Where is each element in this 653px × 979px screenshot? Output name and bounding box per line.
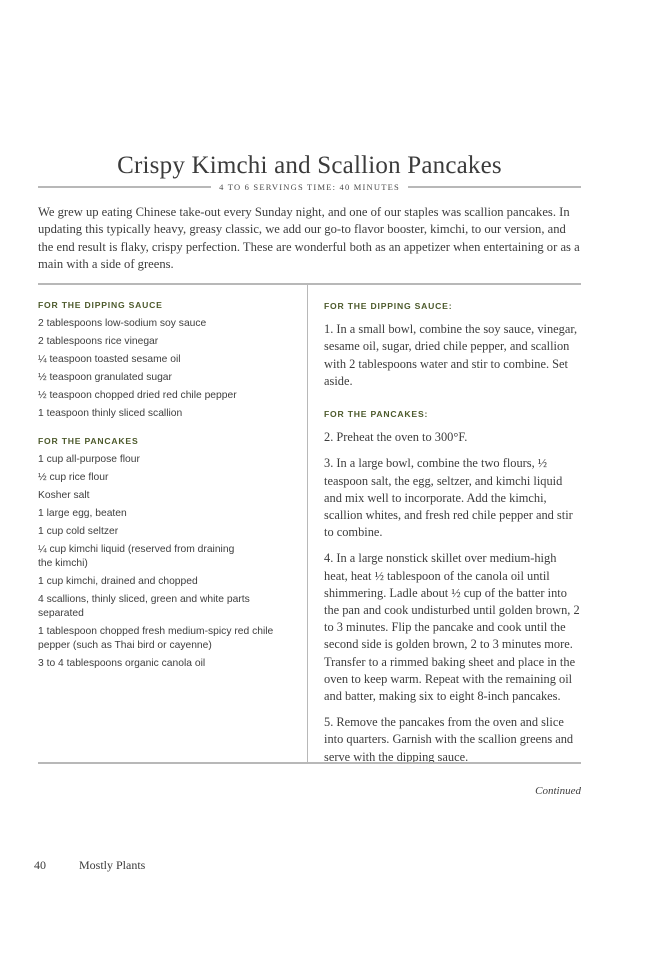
method-column xyxy=(324,298,582,775)
continued-note: Continued xyxy=(535,785,581,797)
pancake-method-heading: FOR THE PANCAKES: xyxy=(324,409,429,420)
ingredients-column xyxy=(38,298,300,675)
ingredient-item: ½ teaspoon granulated sugar xyxy=(38,372,172,383)
book-title: Mostly Plants xyxy=(79,858,146,872)
ingredient-item: 1 large egg, beaten xyxy=(38,508,127,519)
ingredient-item: ¼ teaspoon toasted sesame oil xyxy=(38,354,181,365)
ingredient-item: 1 cup kimchi, drained and chopped xyxy=(38,576,198,587)
ingredient-item: 1 tablespoon chopped fresh medium-spicy red chile pepper (such as Thai bird or cayenne) xyxy=(38,626,274,651)
servings-time: 4 TO 6 SERVINGS TIME: 40 MINUTES xyxy=(219,182,400,192)
ingredient-item: ½ teaspoon chopped dried red chile pepper xyxy=(38,390,237,401)
ingredient-item: 1 cup cold seltzer xyxy=(38,526,119,537)
page-number: 40 xyxy=(34,858,46,872)
method-step: 5. Remove the pancakes from the oven and slice into quarters. Garnish with the scallion greens and serve with the dipping sauce. xyxy=(324,715,574,764)
recipe-intro: We grew up eating Chinese take-out every Sunday night, and one of our staples was scallion pancakes. In updating this typically heavy, greasy classic, we add our go-to flavor booster, kimchi, to our version, and the end result is flaky, crispy perfection. These are wonderful both as an appetizer when entertaining or as a main with a side of greens. xyxy=(38,205,580,271)
pancake-ingredients-heading: FOR THE PANCAKES xyxy=(38,436,139,446)
method-step: 2. Preheat the oven to 300°F. xyxy=(324,430,468,445)
section-divider-top xyxy=(38,283,581,285)
dipping-sauce-ingredients-heading: FOR THE DIPPING SAUCE xyxy=(38,300,163,310)
method-step: 4. In a large nonstick skillet over medium-high heat, heat ½ tablespoon of the canola oil until shimmering. Ladle about ½ cup of the batter into the pan and cook undisturbed until golden brown, 2 to 3 minutes. Flip the pancake and cook until the second side is golden brown, 2 to 3 minutes more. Transfer to a rimmed baking sheet and place in the oven to keep warm. Repeat with the remaining oil and batter, making six to eight 8-inch pancakes. xyxy=(324,551,580,704)
column-divider xyxy=(307,285,308,762)
servings-time-rule xyxy=(38,180,581,194)
method-step: 1. In a small bowl, combine the soy sauce, vinegar, sesame oil, sugar, dried chile pepper, and scallion with 2 tablespoons water and stir to combine. Set aside. xyxy=(324,322,578,388)
ingredient-item: 2 tablespoons low-sodium soy sauce xyxy=(38,318,207,329)
ingredient-item: 4 scallions, thinly sliced, green and white parts separated xyxy=(38,594,250,619)
page-footer xyxy=(34,858,145,873)
rule-right xyxy=(408,186,581,188)
recipe-title: Crispy Kimchi and Scallion Pancakes xyxy=(117,151,502,179)
rule-left xyxy=(38,186,211,188)
ingredient-item: ¼ cup kimchi liquid (reserved from draining the kimchi) xyxy=(38,544,235,569)
ingredient-item: 1 cup all-purpose flour xyxy=(38,454,140,465)
ingredient-item: 2 tablespoons rice vinegar xyxy=(38,336,159,347)
ingredient-item: Kosher salt xyxy=(38,490,90,501)
ingredient-item: ½ cup rice flour xyxy=(38,472,109,483)
dipping-sauce-method-heading: FOR THE DIPPING SAUCE: xyxy=(324,301,453,311)
method-step: 3. In a large bowl, combine the two flours, ½ teaspoon salt, the egg, seltzer, and kimchi liquid and mix well to incorporate. Add the kimchi, scallion whites, and fresh red chile pepper and stir to combine. xyxy=(324,456,573,540)
ingredient-item: 1 teaspoon thinly sliced scallion xyxy=(38,408,183,419)
section-divider-bottom xyxy=(38,762,581,764)
ingredient-item: 3 to 4 tablespoons organic canola oil xyxy=(38,658,206,669)
